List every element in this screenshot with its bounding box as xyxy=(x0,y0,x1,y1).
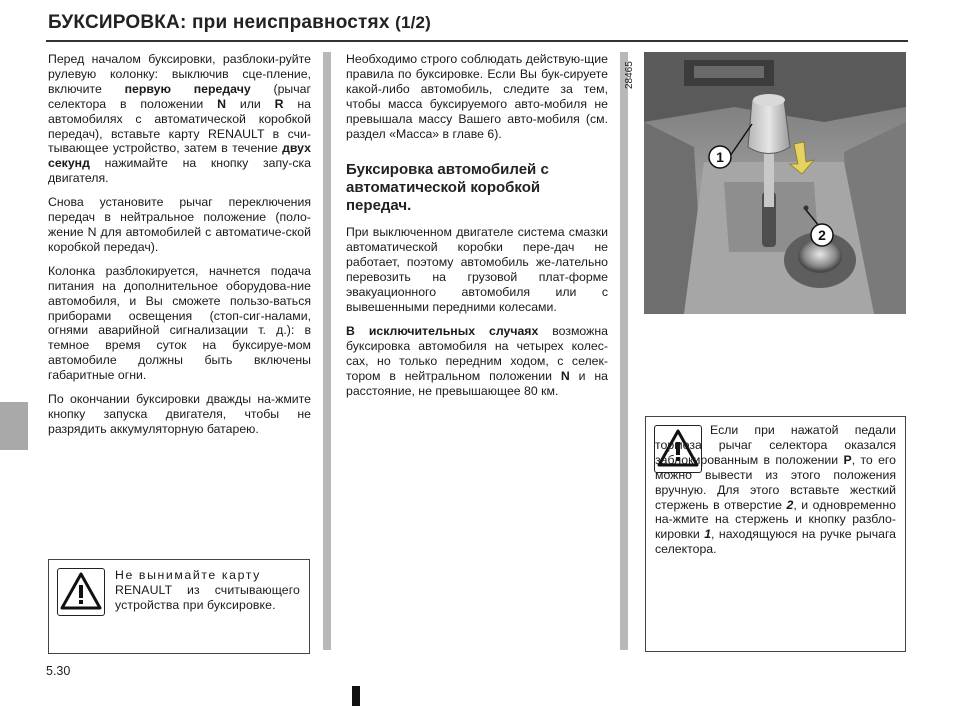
bold-text: двух секунд xyxy=(48,141,311,171)
text-column-2 xyxy=(346,52,608,407)
text: (рычаг селектора в положении xyxy=(48,81,311,111)
col1-paragraph-3: Колонка разблокируется, начнется подача питания на дополнительное оборудова-ние автомобиля, и Вы сможете пользо-ваться приборами освещения (стоп-сиг-налами, огнями аварийной сигнализации т. д.): в темное время суток на буксируе-мом автомобиле должны быть включены габаритные огни. xyxy=(48,263,311,383)
warning-triangle-icon xyxy=(57,568,105,616)
bold-italic-text: 1 xyxy=(704,527,712,542)
text-column-1 xyxy=(48,52,311,446)
col1-paragraph-4: По окончании буксировки дважды на-жмите кнопку запуска двигателя, чтобы не разрядить аккумуляторную батарею. xyxy=(48,392,311,436)
col1-paragraph-2: Снова установите рычаг переключения передач в нейтральное положение (поло-жение N для автомобилей с автоматиче-ской коробкой передач). xyxy=(48,195,311,254)
column-divider-2 xyxy=(620,52,628,650)
bottom-marker xyxy=(352,686,360,706)
warning-text-card xyxy=(115,568,300,613)
col1-paragraph-1 xyxy=(48,52,311,186)
text: на автомобилях с автоматической коробкой передач), вставьте карту RENAULT в счи-тывающее устройство, затем в течение xyxy=(48,96,311,156)
col2-paragraph-3 xyxy=(346,324,608,399)
text: или xyxy=(225,96,275,111)
figure-number: 28465 xyxy=(624,61,635,89)
bold-text: P xyxy=(843,452,852,467)
bold-text: R xyxy=(274,96,284,111)
callout-1-label: 1 xyxy=(716,149,724,165)
page-title-text: БУКСИРОВКА: при неисправностях xyxy=(48,12,390,33)
text: нажимайте на кнопку запу-ска двигателя. xyxy=(48,156,311,186)
page-title-part: (1/2) xyxy=(395,13,432,32)
warning-box-card xyxy=(48,559,310,654)
text: возможна буксировка автомобиля на четырех колес-сах, но только передним ходом, с селек-тором в нейтральном положении xyxy=(346,323,608,383)
text: Перед началом буксировки, разблоки-руйте рулевую колонку: выключив сце-пление, включите xyxy=(48,52,311,96)
bold-text: В исключительных случаях xyxy=(346,323,539,338)
gear-selector-drawing xyxy=(644,52,906,314)
bold-text: N xyxy=(560,368,570,383)
callout-2-label: 2 xyxy=(818,227,826,243)
column-divider-1 xyxy=(323,52,331,650)
text: Если при нажатой педали тормоза рычаг селектора оказался заблокированным в положении xyxy=(655,423,896,467)
page-number: 5.30 xyxy=(46,664,71,678)
warning-card-line2: RENAULT из считывающего устройства при буксировке. xyxy=(115,582,300,612)
text: , находящуюся на ручке рычага селектора. xyxy=(655,527,897,557)
section-side-tab xyxy=(0,402,28,450)
warning-box-selector xyxy=(645,416,906,652)
bold-text: первую передачу xyxy=(124,81,251,96)
col2-paragraph-2: При выключенном двигателе система смазки автоматической коробки пере-дач не работает, поэтому автомобиль же-лательно перевозить на грузовой плат-форме эвакуационного автомобиля или с вывешенными передними колесами. xyxy=(346,225,608,314)
page-title xyxy=(48,12,431,34)
col2-paragraph-1: Необходимо строго соблюдать действую-щие правила по буксировке. Если Вы бук-сируете какой-либо автомобиль, следите за тем, чтобы масса буксируемого авто-мобиля не превышала массу Вашего авто-мобиля (см. раздел «Масса» в главе 6). xyxy=(346,52,608,141)
gear-selector-illustration xyxy=(644,52,906,314)
warning-card-line1: Не вынимайте карту xyxy=(115,568,261,582)
text: , то его можно вывести из этого положения вручную. Для этого вставьте жесткий стержень в отверстие xyxy=(655,452,896,512)
text: и на расстояние, не превышающее 80 км. xyxy=(346,368,608,398)
text: , и одновременно на-жмите на стержень и кнопку разбло-кировки xyxy=(655,497,896,542)
bold-italic-text: 2 xyxy=(786,497,794,512)
section-subheading: Буксировка автомобилей с автоматической коробкой передач. xyxy=(346,161,549,215)
bold-text: N xyxy=(217,96,226,111)
title-rule xyxy=(46,40,908,42)
warning-selector-paragraph xyxy=(655,423,896,557)
warning-text-selector xyxy=(655,423,896,557)
